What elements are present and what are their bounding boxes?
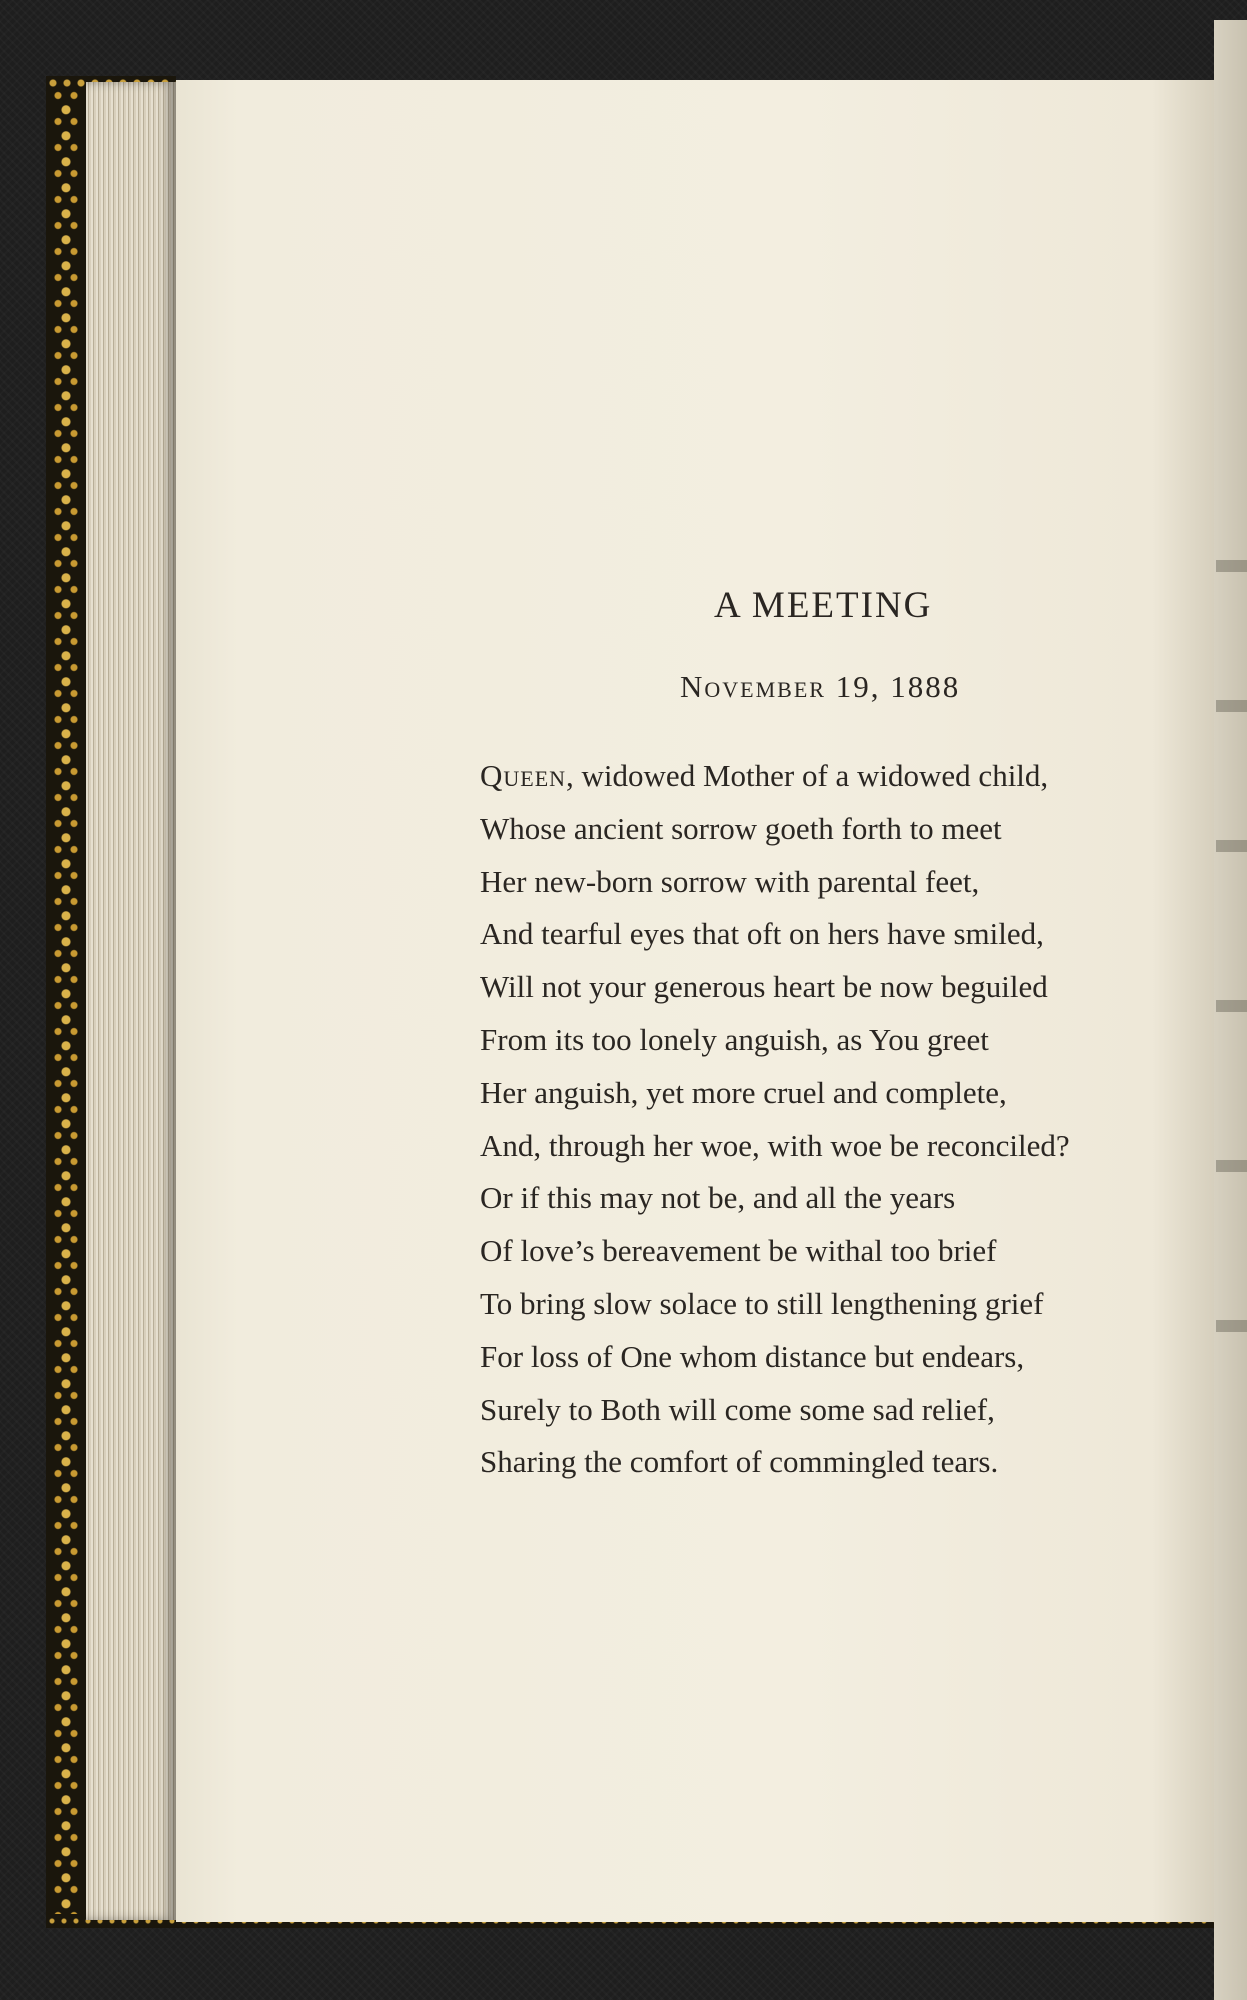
poem-title: A MEETING xyxy=(714,585,933,626)
poem xyxy=(480,580,1200,1489)
poem-date: November 19, 1888 xyxy=(680,669,961,704)
poem-line: And tearful eyes that oft on hers have smiled, xyxy=(480,916,1044,952)
poem-line: To bring slow solace to still lengthening grief xyxy=(480,1285,1044,1321)
poem-line: For loss of One whom distance but endears, xyxy=(480,1338,1025,1374)
poem-line: Queen, widowed Mother of a widowed child, xyxy=(480,758,1049,793)
next-page-text-fragment xyxy=(1216,1160,1247,1172)
gilt-border-left xyxy=(46,76,86,1928)
page-edges xyxy=(86,82,176,1920)
poem-line: Will not your generous heart be now beguiled xyxy=(480,969,1048,1005)
poem-line: Her new-born sorrow with parental feet, xyxy=(480,863,980,899)
poem-line: From its too lonely anguish, as You greet xyxy=(480,1021,989,1057)
poem-line: Whose ancient sorrow goeth forth to meet xyxy=(480,810,1002,846)
next-page-text-fragment xyxy=(1216,1000,1247,1012)
poem-line: And, through her woe, with woe be reconciled? xyxy=(480,1127,1070,1163)
next-page-text-fragment xyxy=(1216,1320,1247,1332)
next-page-text-fragment xyxy=(1216,840,1247,852)
poem-first-word: Queen xyxy=(480,758,567,793)
poem-line: Of love’s bereavement be withal too brief xyxy=(480,1233,997,1269)
poem-body xyxy=(480,750,1200,1489)
next-page-text-fragment xyxy=(1216,700,1247,712)
poem-line: Her anguish, yet more cruel and complete, xyxy=(480,1074,1007,1110)
poem-line: Sharing the comfort of commingled tears. xyxy=(480,1444,999,1480)
poem-line: Surely to Both will come some sad relief, xyxy=(480,1391,995,1427)
poem-line: Or if this may not be, and all the years xyxy=(480,1180,956,1216)
next-page-text-fragment xyxy=(1216,560,1247,572)
